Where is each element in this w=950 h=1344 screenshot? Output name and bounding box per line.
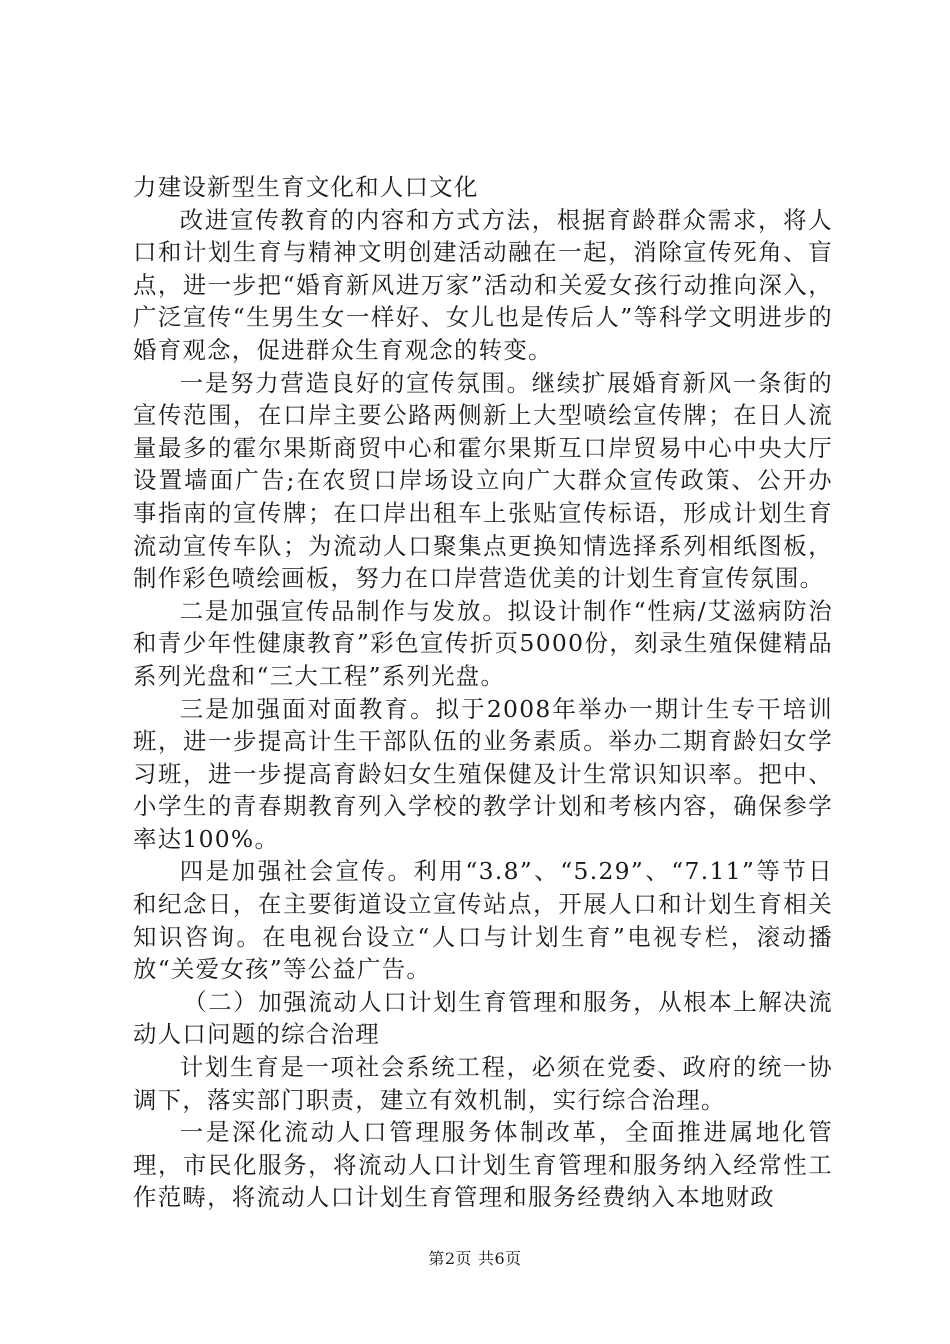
page-footer xyxy=(0,1246,950,1269)
page-number: 第2页 xyxy=(428,1249,472,1268)
paragraph-item-2: 二是加强宣传品制作与发放。拟设计制作“性病/艾滋病防治和青少年性健康教育”彩色宣传折页5000份，刻录生殖保健精品系列光盘和“三大工程”系列光盘。 xyxy=(133,596,833,690)
paragraph-intro: 改进宣传教育的内容和方式方法，根据育龄群众需求，将人口和计划生育与精神文明创建活动融在一起，消除宣传死角、盲点，进一步把“婚育新风进万家”活动和关爱女孩行动推向深入，广泛宣传“生男生女一样好、女儿也是传后人”等科学文明进步的婚育观念，促进群众生育观念的转变。 xyxy=(133,205,833,364)
paragraph-section-2-intro: 计划生育是一项社会系统工程，必须在党委、政府的统一协调下，落实部门职责，建立有效机制，实行综合治理。 xyxy=(133,1053,833,1114)
page-total: 共6页 xyxy=(478,1249,522,1268)
paragraph-section-title-tail: 力建设新型生育文化和人口文化 xyxy=(133,173,479,201)
paragraph-item-1: 一是努力营造良好的宣传氛围。继续扩展婚育新风一条街的宣传范围，在口岸主要公路两侧新上大型喷绘宣传牌；在日人流量最多的霍尔果斯商贸中心和霍尔果斯互口岸贸易中心中央大厅设置墙面广告;在农贸口岸场设立向广大群众宣传政策、公开办事指南的宣传牌；在口岸出租车上张贴宣传标语，形成计划生育流动宣传车队；为流动人口聚集点更换知情选择系列相纸图板，制作彩色喷绘画板，努力在口岸营造优美的计划生育宣传氛围。 xyxy=(133,368,833,593)
paragraph-section-2-item-1: 一是深化流动人口管理服务体制改革，全面推进属地化管理，市民化服务，将流动人口计划生育管理和服务纳入经常性工作范畴，将流动人口计划生育管理和服务经费纳入本地财政 xyxy=(133,1118,833,1212)
paragraph-item-4: 四是加强社会宣传。利用“3.8”、“5.29”、“7.11”等节日和纪念日，在主要街道设立宣传站点，开展人口和计划生育相关知识咨询。在电视台设立“人口与计划生育”电视专栏，滚动播放“关爱女孩”等公益广告。 xyxy=(133,857,833,984)
paragraph-item-3: 三是加强面对面教育。拟于2008年举办一期计生专干培训班，进一步提高计生干部队伍的业务素质。举办二期育龄妇女学习班，进一步提高育龄妇女生殖保健及计生常识知识率。把中、小学生的青春期教育列入学校的教学计划和考核内容，确保参学率达100%。 xyxy=(133,694,833,853)
section-heading-2: （二）加强流动人口计划生育管理和服务，从根本上解决流动人口问题的综合治理 xyxy=(133,987,833,1049)
document-body xyxy=(133,171,833,1214)
